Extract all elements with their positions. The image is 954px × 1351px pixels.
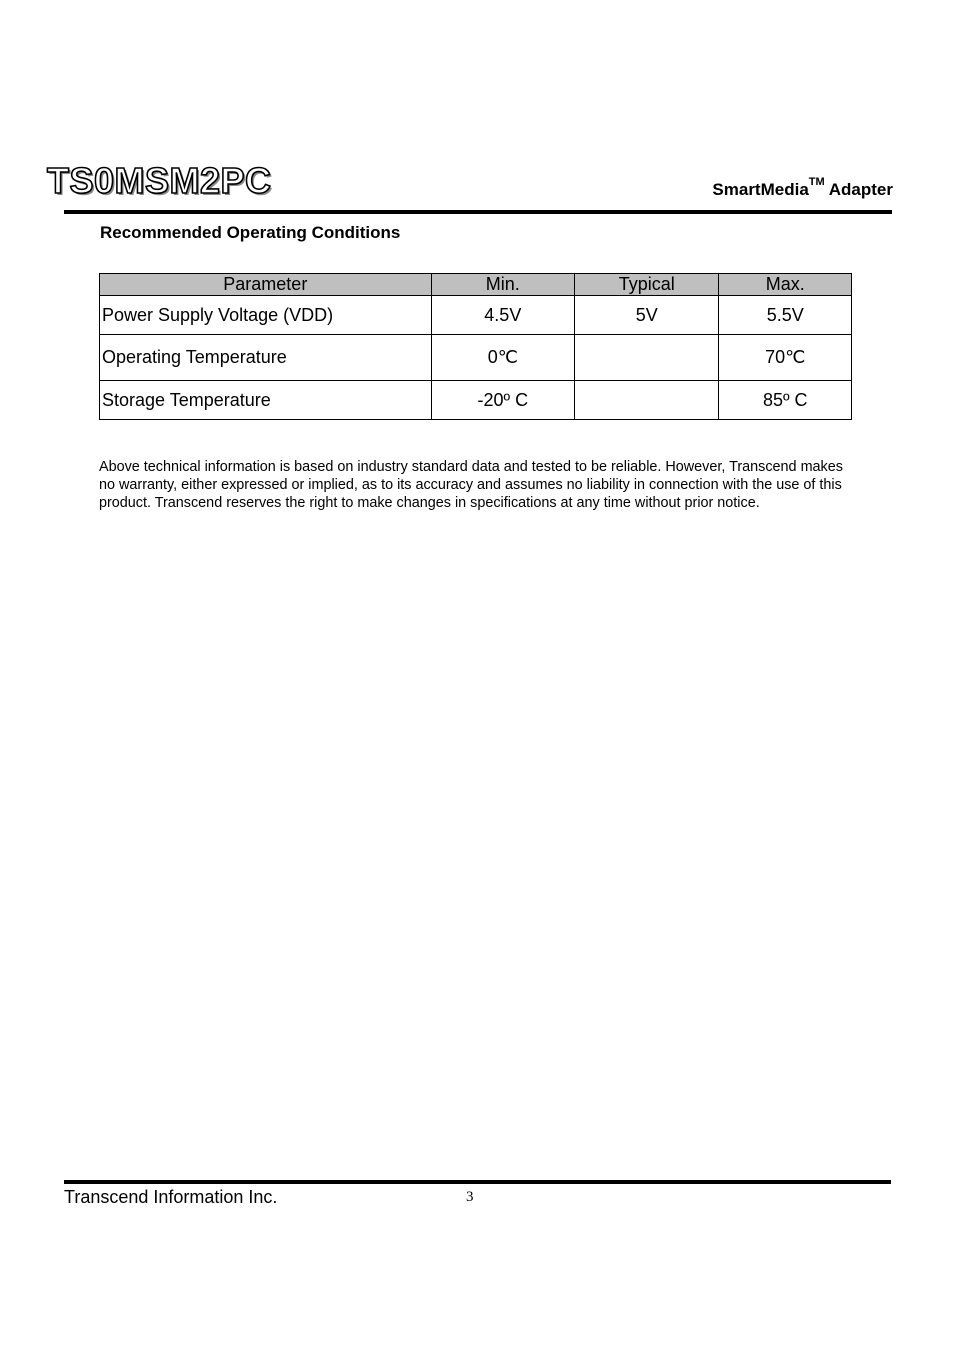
- max-cell: 85º C: [719, 381, 852, 420]
- operating-conditions-table: [99, 273, 852, 420]
- table-row: [100, 381, 852, 420]
- table-header-row: [100, 274, 852, 296]
- footer-divider: [64, 1180, 891, 1184]
- product-name: SmartMedia: [712, 180, 809, 199]
- column-header-parameter: Parameter: [100, 274, 432, 296]
- min-cell: 0℃: [431, 335, 574, 381]
- parameter-cell: Operating Temperature: [100, 335, 432, 381]
- product-title: [712, 176, 893, 200]
- page-number: 3: [466, 1189, 474, 1205]
- section-title: Recommended Operating Conditions: [100, 223, 401, 242]
- max-cell: 70℃: [719, 335, 852, 381]
- company-name: Transcend Information Inc.: [64, 1187, 278, 1207]
- table-row: [100, 335, 852, 381]
- column-header-max: Max.: [719, 274, 852, 296]
- column-header-min: Min.: [431, 274, 574, 296]
- column-header-typical: Typical: [575, 274, 719, 296]
- disclaimer-text: Above technical information is based on industry standard data and tested to be reliable. However, Transcend makes no warranty, either expressed or implied, as to its accuracy and assumes no liability in connection with the use of this product. Transcend reserves the right to make changes in specifications at any time without prior notice.: [99, 459, 843, 511]
- typical-cell: [575, 381, 719, 420]
- parameter-cell: Power Supply Voltage (VDD): [100, 296, 432, 335]
- table-row: [100, 296, 852, 335]
- product-suffix: Adapter: [824, 180, 893, 199]
- header-divider: [64, 210, 892, 214]
- trademark-mark: TM: [808, 176, 825, 188]
- min-cell: -20º C: [431, 381, 574, 420]
- parameter-cell: Storage Temperature: [100, 381, 432, 420]
- typical-cell: [575, 335, 719, 381]
- min-cell: 4.5V: [431, 296, 574, 335]
- typical-cell: 5V: [575, 296, 719, 335]
- max-cell: 5.5V: [719, 296, 852, 335]
- model-number: TS0MSM2PC: [47, 160, 272, 201]
